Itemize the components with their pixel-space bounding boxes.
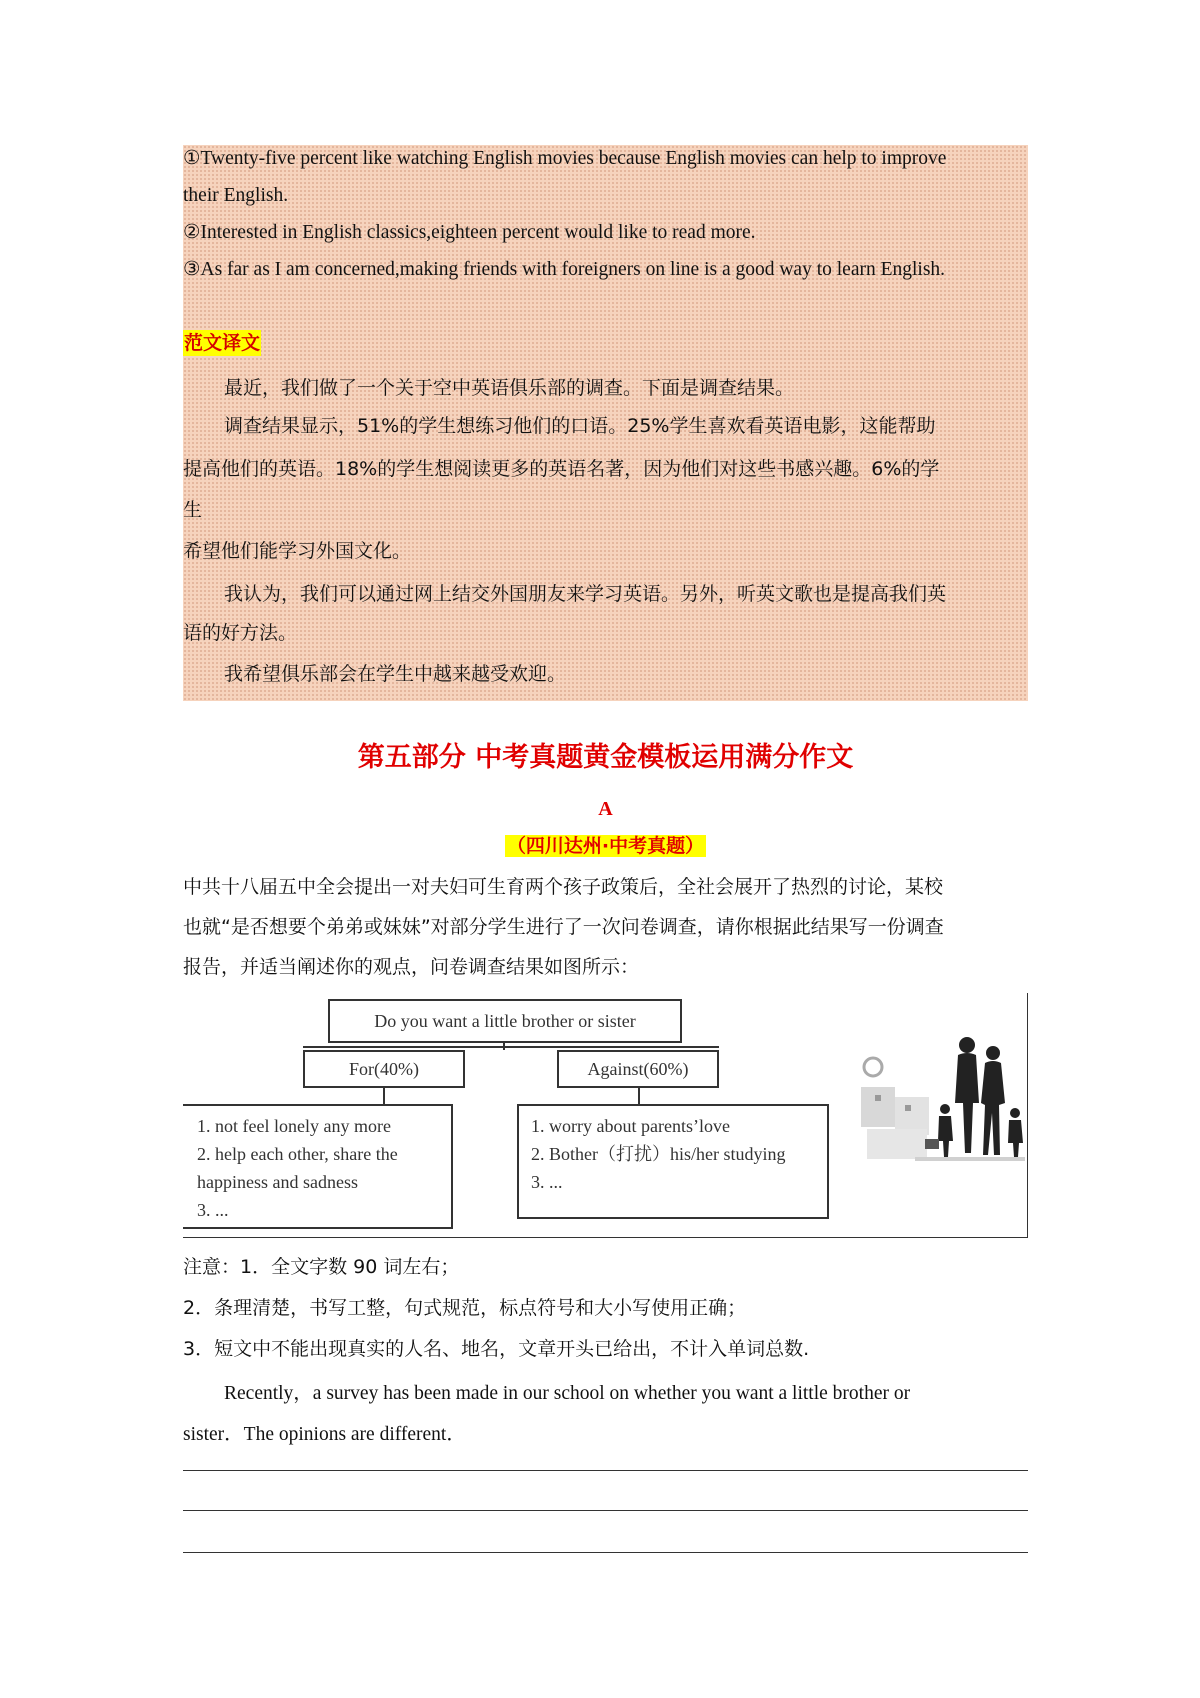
note-1: 注意：1．全文字数 90 词左右； [183, 1256, 460, 1278]
note-3: 3．短文中不能出现真实的人名、地名，文章开头已给出，不计入单词总数. [183, 1338, 810, 1360]
for-reason-2-cont: happiness and sadness [197, 1172, 358, 1192]
question-box: Do you want a little brother or sister [328, 999, 682, 1043]
against-reason-2: 2. Bother（打扰）his/her studying [531, 1144, 786, 1164]
translation-line-1: 最近，我们做了一个关于空中英语俱乐部的调查。下面是调查结果。 [224, 377, 795, 399]
translation-line-2: 调查结果显示，51%的学生想练习他们的口语。25%学生喜欢看英语电影，这能帮助 [224, 415, 936, 437]
against-reasons-box [517, 1104, 829, 1219]
model-sentence-2: ②Interested in English classics,eighteen percent would like to read more. [183, 222, 756, 243]
model-sentence-1-cont: their English. [183, 185, 289, 206]
translation-line-6: 我认为，我们可以通过网上结交外国朋友来学习英语。另外，听英文歌也是提高我们英 [224, 583, 947, 605]
translation-label: 范文译文 [184, 332, 261, 354]
model-sentence-3: ③As far as I am concerned,making friends with foreigners on line is a good way to learn English. [183, 259, 946, 280]
connector-line [303, 1046, 719, 1048]
answer-line[interactable] [183, 1552, 1028, 1553]
for-reasons-box [183, 1104, 453, 1229]
translation-line-4: 生 [183, 499, 203, 521]
opening-line-2: sister．The opinions are different． [183, 1424, 466, 1445]
note-2: 2．条理清楚，书写工整，句式规范，标点符号和大小写使用正确； [183, 1297, 747, 1319]
section-letter: A [598, 798, 613, 820]
for-box: For(40%) [303, 1050, 465, 1088]
translation-line-8: 我希望俱乐部会在学生中越来越受欢迎。 [224, 663, 567, 685]
section-title: 第五部分 中考真题黄金模板运用满分作文 [357, 742, 854, 773]
prompt-line-1: 中共十八届五中全会提出一对夫妇可生育两个孩子政策后，全社会展开了热烈的讨论，某校 [183, 876, 944, 898]
translation-line-7: 语的好方法。 [183, 622, 298, 644]
connector-line [638, 1088, 640, 1104]
family-silhouette-icon [855, 1023, 1025, 1183]
exam-source-text: （四川达州·中考真题） [506, 835, 705, 857]
translation-line-5: 希望他们能学习外国文化。 [183, 540, 412, 562]
for-reason-3: 3. ... [197, 1200, 229, 1220]
exam-source [183, 833, 1028, 859]
against-box: Against(60%) [557, 1050, 719, 1088]
for-reason-2: 2. help each other, share the [197, 1144, 398, 1164]
connector-line [383, 1088, 385, 1104]
survey-figure [183, 993, 1028, 1238]
prompt-line-3: 报告，并适当阐述你的观点，问卷调查结果如图所示： [183, 956, 640, 978]
prompt-line-2: 也就“是否想要个弟弟或妹妹”对部分学生进行了一次问卷调查，请你根据此结果写一份调查 [183, 916, 944, 938]
opening-line-1: Recently，a survey has been made in our school on whether you want a little brother or [224, 1383, 911, 1404]
against-reason-3: 3. ... [531, 1172, 563, 1192]
answer-line[interactable] [183, 1510, 1028, 1511]
against-reason-1: 1. worry about parents’love [531, 1116, 730, 1136]
model-sentence-1: ①Twenty-five percent like watching English movies because English movies can help to improve [183, 148, 947, 169]
translation-line-3: 提高他们的英语。18%的学生想阅读更多的英语名著，因为他们对这些书感兴趣。6%的学 [183, 458, 940, 480]
for-reason-1: 1. not feel lonely any more [197, 1116, 391, 1136]
answer-line[interactable] [183, 1470, 1028, 1471]
